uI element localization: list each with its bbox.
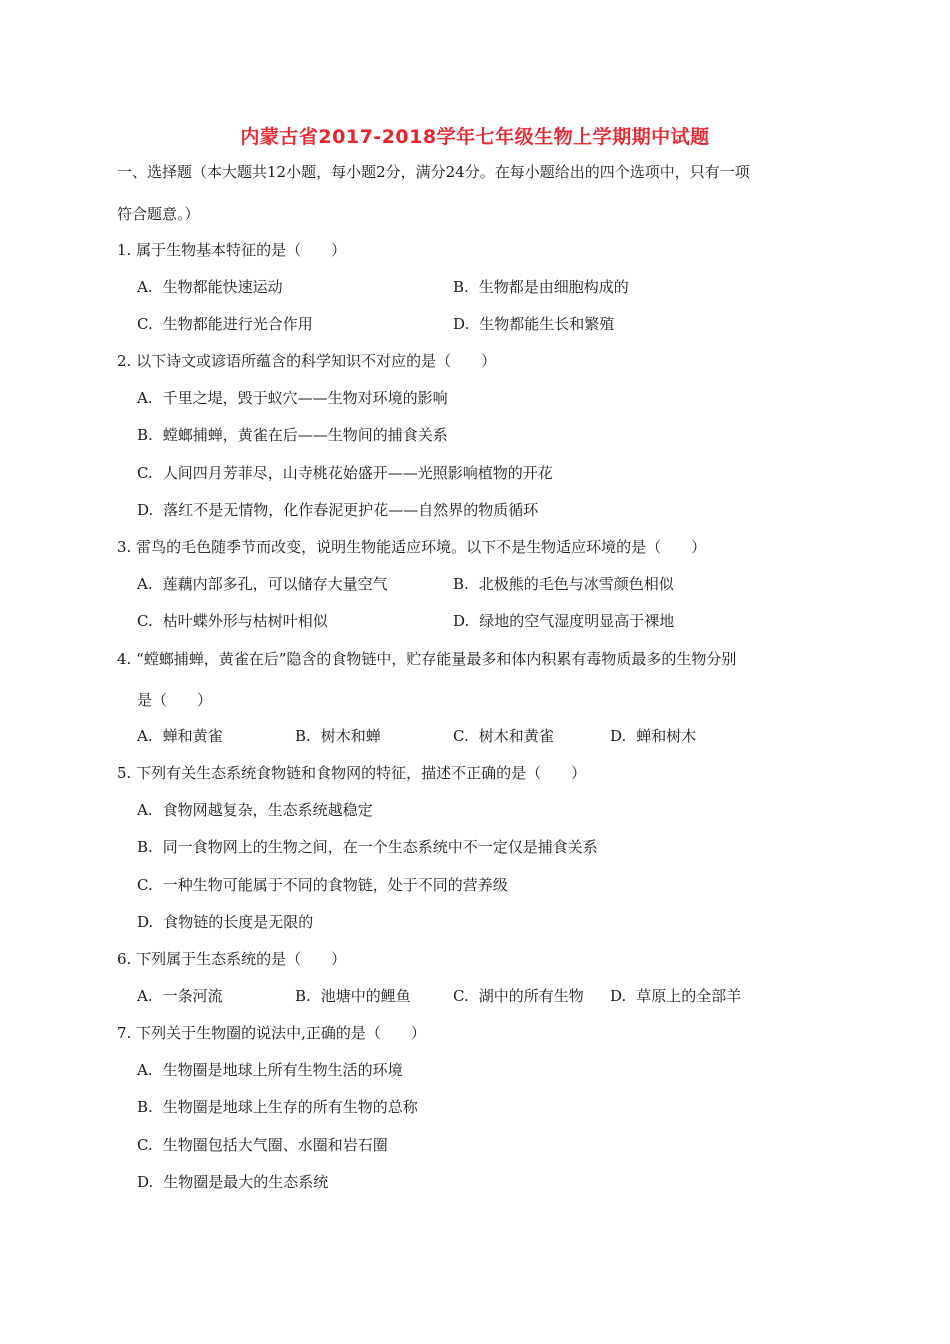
question-5-option-d [137,912,313,932]
question-6-option-d [610,986,741,1006]
option-text: 生物都能快速运动 [162,278,283,296]
question-4-stem: 4. “螳螂捕蝉，黄雀在后”隐含的食物链中，贮存能量最多和体内积累有毒物质最多的生物分别 [117,650,737,668]
option-text: 人间四月芳菲尽，山寺桃花始盛开——光照影响植物的开花 [162,464,553,482]
option-letter: A. [137,987,153,1005]
question-4-option-c [453,726,554,746]
question-1-stem: 1. 属于生物基本特征的是（ ） [117,241,347,259]
question-4-option-d [610,726,696,746]
question-6-option-b [295,986,411,1006]
question-7-option-a [137,1060,403,1080]
question-3-option-d [453,611,674,631]
option-text: 枯叶蝶外形与枯树叶相似 [162,612,328,630]
option-letter: B. [453,575,469,593]
question-3-stem: 3. 雷鸟的毛色随季节而改变，说明生物能适应环境。以下不是生物适应环境的是（ ） [117,538,707,556]
option-letter: D. [610,727,627,745]
question-7-option-b [137,1097,418,1117]
option-letter: B. [295,727,311,745]
option-letter: A. [137,801,153,819]
option-text: 北极熊的毛色与冰雪颜色相似 [478,575,674,593]
option-text: 生物圈是地球上所有生物生活的环境 [162,1061,403,1079]
option-text: 池塘中的鲤鱼 [320,987,411,1005]
option-letter: B. [295,987,311,1005]
question-2-option-b [137,425,448,445]
option-letter: B. [453,278,469,296]
question-5-option-b [137,837,598,857]
option-letter: D. [137,1173,154,1191]
option-text: 草原上的全部羊 [636,987,742,1005]
section-instructions-line1: 一、选择题（本大题共12小题，每小题2分，满分24分。在每小题给出的四个选项中，只有一项 [117,163,750,181]
option-text: 生物圈包括大气圈、水圈和岩石圈 [162,1136,388,1154]
question-4-stem-continued: 是（ ） [137,691,213,709]
option-text: 莲藕内部多孔，可以储存大量空气 [162,575,388,593]
question-4-option-b [295,726,381,746]
option-text: 蝉和黄雀 [162,727,223,745]
question-6-option-c [453,986,584,1006]
question-1-option-c [137,314,313,334]
option-text: 一种生物可能属于不同的食物链，处于不同的营养级 [162,876,508,894]
option-letter: D. [453,315,470,333]
question-2-stem: 2. 以下诗文或谚语所蕴含的科学知识不对应的是（ ） [117,352,497,370]
option-text: 树木和黄雀 [478,727,554,745]
option-letter: C. [137,612,153,630]
question-2-option-c [137,463,553,483]
option-letter: A. [137,727,153,745]
section-instructions-line2: 符合题意。） [117,205,200,223]
option-text: 生物都能生长和繁殖 [479,315,615,333]
option-letter: B. [137,1098,153,1116]
question-2-option-a [137,388,448,408]
option-letter: D. [610,987,627,1005]
option-text: 生物圈是地球上生存的所有生物的总称 [162,1098,418,1116]
question-5-stem: 5. 下列有关生态系统食物链和食物网的特征，描述不正确的是（ ） [117,764,587,782]
question-4-option-a [137,726,223,746]
option-letter: B. [137,426,153,444]
option-text: 生物都能进行光合作用 [162,315,313,333]
question-3-option-b [453,574,674,594]
question-1-option-d [453,314,614,334]
option-letter: C. [137,1136,153,1154]
option-letter: D. [453,612,470,630]
question-5-option-a [137,800,373,820]
option-text: 树木和蝉 [320,727,381,745]
option-text: 绿地的空气湿度明显高于裸地 [479,612,675,630]
question-7-option-c [137,1135,388,1155]
question-7-option-d [137,1172,328,1192]
question-6-stem: 6. 下列属于生态系统的是（ ） [117,950,347,968]
option-letter: D. [137,913,154,931]
question-5-option-c [137,875,508,895]
option-text: 湖中的所有生物 [478,987,584,1005]
option-letter: C. [137,464,153,482]
option-text: 落红不是无情物，化作春泥更护花——自然界的物质循环 [163,501,539,519]
option-text: 螳螂捕蝉，黄雀在后——生物间的捕食关系 [162,426,448,444]
option-letter: C. [453,727,469,745]
page-title: 内蒙古省2017-2018学年七年级生物上学期期中试题 [240,126,710,148]
question-7-stem: 7. 下列关于生物圈的说法中,正确的是（ ） [117,1024,426,1042]
option-text: 食物网越复杂，生态系统越稳定 [162,801,373,819]
question-3-option-a [137,574,388,594]
option-letter: A. [137,1061,153,1079]
option-letter: A. [137,575,153,593]
question-2-option-d [137,500,538,520]
question-6-option-a [137,986,223,1006]
question-3-option-c [137,611,328,631]
option-text: 食物链的长度是无限的 [163,913,314,931]
question-1-option-b [453,277,629,297]
option-text: 千里之堤，毁于蚁穴——生物对环境的影响 [162,389,448,407]
option-letter: A. [137,389,153,407]
option-text: 生物都是由细胞构成的 [478,278,629,296]
option-letter: C. [137,315,153,333]
option-letter: D. [137,501,154,519]
option-letter: A. [137,278,153,296]
option-letter: B. [137,838,153,856]
question-1-option-a [137,277,283,297]
option-text: 同一食物网上的生物之间，在一个生态系统中不一定仅是捕食关系 [162,838,598,856]
option-letter: C. [453,987,469,1005]
option-text: 蝉和树木 [636,727,697,745]
option-text: 一条河流 [162,987,223,1005]
option-letter: C. [137,876,153,894]
option-text: 生物圈是最大的生态系统 [163,1173,329,1191]
